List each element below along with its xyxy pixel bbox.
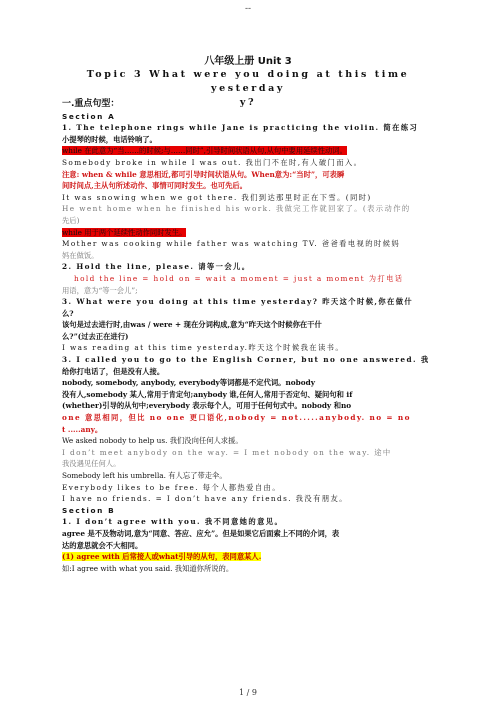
page-number: 1 / 9 <box>239 688 257 697</box>
line-26: one 意思相同，但比 no one 更口语化,nobody = not.....anybody. no = no <box>62 413 411 423</box>
line-22: 给你打电话了，但是没有人接。 <box>62 366 165 376</box>
section-a-heading: Section A <box>62 111 116 121</box>
line-28: We asked nobody to help us. 我们没向任何人求援。 <box>62 436 243 446</box>
line-29: I don’t meet anybody on the way. = I met nobody on the way. 途中 <box>62 447 392 457</box>
line-9: 先后) <box>62 215 80 225</box>
line-25: (whether)引导的从句中;everybody 表示每个人，可用于任何句式中。nobody 和no <box>62 401 352 411</box>
line-11: Mother was cooking while father was watching TV. 爸爸看电视的时候妈 <box>62 239 401 249</box>
line-13: 2. Hold the line, please. 请等一会儿。 <box>62 262 251 272</box>
line-16: 3. What were you doing at this time yesterday? 昨天这个时候,你在做什 <box>62 297 414 307</box>
topic-line-1: Topic 3 What were you doing at this time yesterday <box>86 69 410 94</box>
line-6: 间时间点,主从句所述动作、事情可同时发生。也可先后。 <box>62 181 247 191</box>
highlight-note: (1) agree with 后常接人或what引导的从句，表同意某人. <box>62 552 262 562</box>
line-15: 用语，意为“等一会儿”; <box>62 285 138 295</box>
line-24: 没有人,somebody 某人,常用于肯定句;anybody 谁,任何人,常用于否定句、疑问句和 if <box>62 389 353 399</box>
line-2: 小提琴的时候，电话铃响了。 <box>62 134 157 144</box>
line-3 <box>62 145 434 157</box>
line-34: 1. I don’t agree with you. 我不同意她的意见。 <box>62 517 284 527</box>
section-main-heading: 一.重点句型： <box>62 99 120 109</box>
line-4: Somebody broke in while I was out. 我出门不在时,有人破门而入。 <box>62 157 363 167</box>
line-30: 我没遇见任何人。 <box>62 459 121 469</box>
line-1: 1. The telephone rings while Jane is practicing the violin. 简在练习 <box>62 123 419 133</box>
section-b-heading: Section B <box>62 505 116 515</box>
line-21: 3. I called you to go to the English Corner, but no one answered. 我 <box>62 355 430 365</box>
highlight-note: while 在此意为“当……的时候;与……同时”,引导时间状语从句,从句中要用延续性动词。 <box>62 146 347 156</box>
line-5: 注意: when & while 意思相近,都可引导时间状语从句。When意为:“当时”，可表瞬 <box>62 169 345 179</box>
line-35: agree 是不及物动词,意为“同意、答应、应允”。但是如果它后面索上不同的介词，表 <box>62 528 340 538</box>
line-20: I was reading at this time yesterday.昨天这个时候我在读书。 <box>62 343 345 353</box>
line-14: hold the line = hold on = wait a moment = just a moment 为打电话 <box>74 273 404 283</box>
line-37 <box>62 551 434 563</box>
line-19: 么?”(过去正在进行) <box>62 331 129 341</box>
line-33: I have no friends. = I don’t have any friends. 我没有朋友。 <box>62 494 348 504</box>
document-title: 八年级上册 Unit 3 <box>204 56 292 67</box>
line-27: t .....any。 <box>62 424 103 434</box>
line-18: 该句是过去进行时,由was / were + 现在分词构成,意为“昨天这个时候你在干什 <box>62 320 322 330</box>
line-36: 达的意思就会不大相同。 <box>62 540 143 550</box>
line-12: 妈在做饭。 <box>62 250 99 260</box>
topic-line-2: y? <box>239 97 257 108</box>
line-38: 如:I agree with what you said. 我知道你所说的。 <box>62 563 234 573</box>
line-7: It was snowing when we got there. 我们到达那里时正在下雪。(同时) <box>62 192 372 202</box>
highlight-note: while 用于两个延续性动作同时发生。 <box>62 227 187 237</box>
line-10 <box>62 227 434 239</box>
line-32: Everybody likes to be free. 每个人都热爱自由。 <box>62 482 281 492</box>
line-23: nobody, somebody, anybody, everybody等词都是不定代词。nobody <box>62 378 315 388</box>
page-header: -- <box>244 4 252 14</box>
line-31: Somebody left his umbrella. 有人忘了带走伞。 <box>62 471 227 480</box>
line-8: He went home when he finished his work. 我做完工作就回家了。(表示动作的 <box>62 204 411 214</box>
document-body <box>62 99 434 574</box>
line-17: 么? <box>62 308 74 318</box>
